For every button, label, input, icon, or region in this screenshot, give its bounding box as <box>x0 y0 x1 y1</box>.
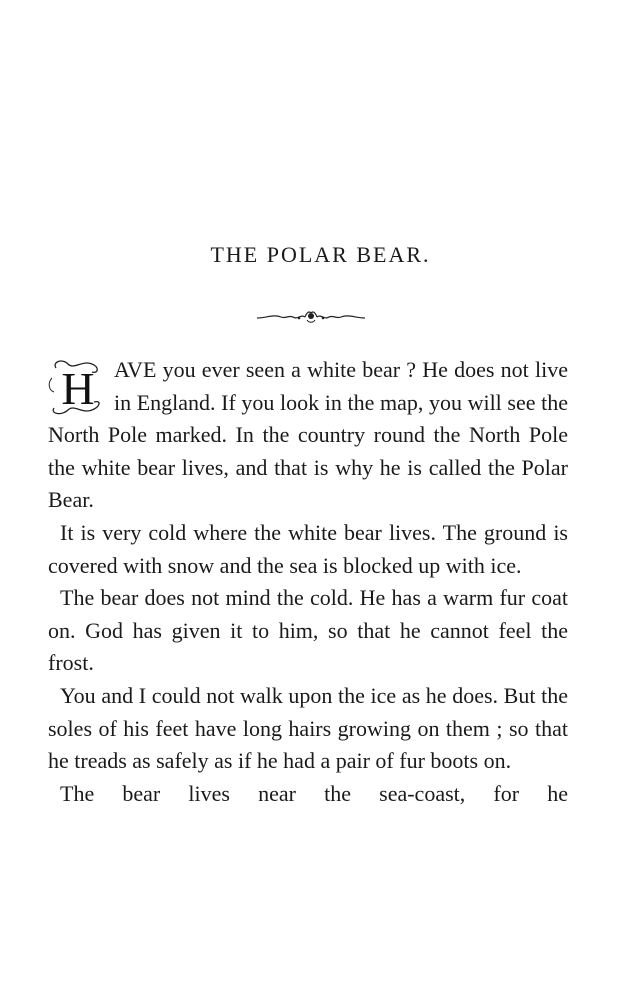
body-text <box>48 354 568 810</box>
paragraph-1 <box>48 354 568 517</box>
paragraph-1-text: AVE you ever seen a white bear ? He does not live in England. If you look in the map, you will see the North Pole marked. In the country round the North Pole the white bear lives, and that is why he is called the Polar Bear. <box>48 357 568 513</box>
paragraph-2: It is very cold where the white bear lives. The ground is covered with snow and the sea is blocked up with ice. <box>48 519 568 578</box>
paragraph-3: The bear does not mind the cold. He has a warm fur coat on. God has given it to him, so that he cannot feel the frost. <box>48 585 568 676</box>
ornament-divider-icon <box>255 308 367 326</box>
chapter-title: THE POLAR BEAR. <box>210 242 431 267</box>
paragraph-4: You and I could not walk upon the ice as he does. But the soles of his feet have long hairs growing on them ; so that he treads as safely as if he had a pair of fur boots on. <box>48 682 568 774</box>
paragraph-5: The bear lives near the sea-coast, for he <box>60 780 568 806</box>
drop-cap-letter: H <box>61 363 95 414</box>
decorated-drop-cap-icon <box>48 358 108 416</box>
